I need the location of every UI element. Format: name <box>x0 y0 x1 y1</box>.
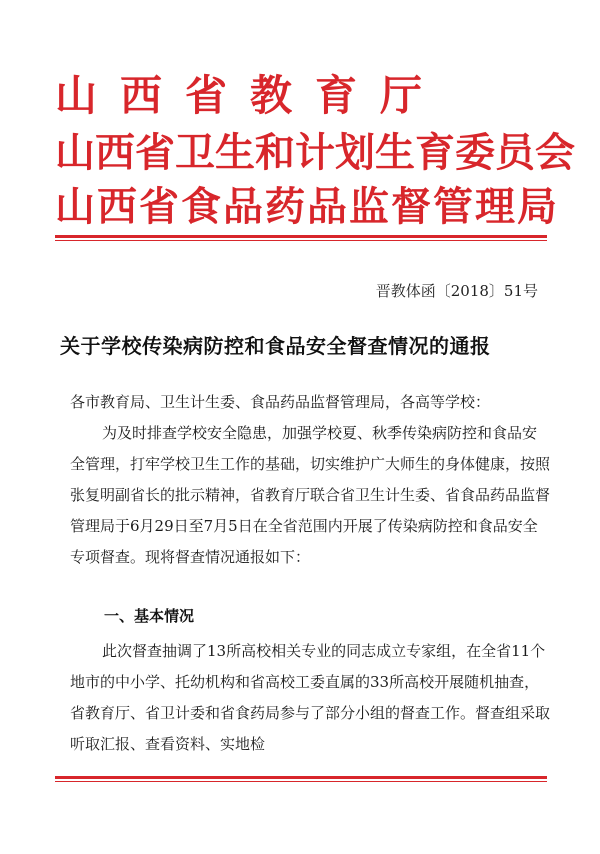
document-number: 晋教体函〔2018〕51号 <box>375 282 538 300</box>
addressee-line: 各市教育局、卫生计生委、食品药品监督管理局，各高等学校： <box>70 393 491 411</box>
section-heading-basic-situation: 一、基本情况 <box>104 607 195 625</box>
letterhead-issuer-food-drug-admin: 山西省食品药品监督管理局 <box>55 183 559 230</box>
letterhead-issuer-health-commission: 山西省卫生和计划生育委员会 <box>55 129 575 176</box>
letterhead-issuer-education-dept: 山西省教育厅 <box>55 71 446 120</box>
footer-divider-thick <box>55 776 547 779</box>
footer-divider-thin <box>55 781 547 782</box>
letterhead-divider-thin <box>55 240 547 241</box>
body-paragraph-2: 此次督查抽调了13所高校相关专业的同志成立专家组，在全省11个地市的中小学、托幼机构和省高校工委直属的33所高校开展随机抽查，省教育厅、省卫计委和省食药局参与了部分小组的督查工作。督查组采取听取汇报、查看资料、实地检 <box>70 642 551 753</box>
document-title: 关于学校传染病防控和食品安全督查情况的通报 <box>60 334 491 358</box>
body-paragraph-1: 为及时排查学校安全隐患，加强学校夏、秋季传染病防控和食品安全管理，打牢学校卫生工作的基础，切实维护广大师生的身体健康，按照张复明副省长的批示精神，省教育厅联合省卫生计生委、省食品药品监督管理局于6月29日至7月5日在全省范围内开展了传染病防控和食品安全专项督查。现将督查情况通报如下： <box>70 424 551 566</box>
letterhead-divider-thick <box>55 235 547 238</box>
